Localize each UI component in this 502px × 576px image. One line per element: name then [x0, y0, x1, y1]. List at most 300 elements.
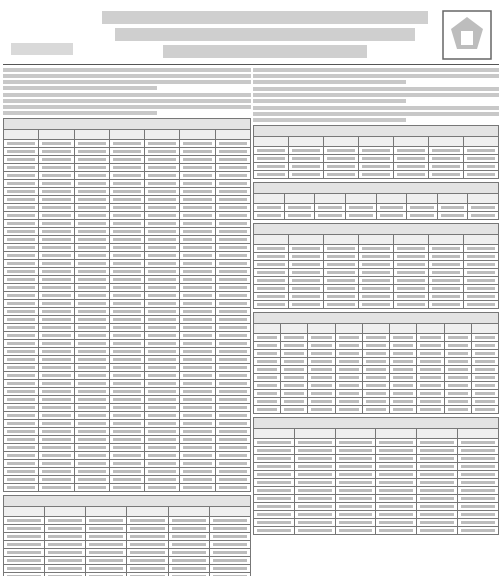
- cell-value: [172, 535, 206, 538]
- table-cell: [39, 460, 74, 468]
- table-cell: [308, 358, 335, 366]
- table-row: [254, 503, 499, 511]
- cell-value: [148, 382, 176, 385]
- cell-value: [284, 408, 304, 411]
- table-cell: [4, 444, 39, 452]
- cell-value: [366, 400, 386, 403]
- cell-value: [219, 206, 247, 209]
- cell-value: [89, 567, 123, 570]
- table-cell: [324, 245, 359, 253]
- table-cell: [394, 147, 429, 155]
- table-cell: [180, 452, 215, 460]
- table-cell: [4, 549, 45, 557]
- cell-value: [311, 368, 331, 371]
- cell-value: [113, 390, 141, 393]
- cell-value: [113, 302, 141, 305]
- table-cell: [254, 358, 281, 366]
- table-header-row: [254, 137, 499, 147]
- table-cell: [180, 436, 215, 444]
- table-cell: [180, 308, 215, 316]
- cell-value: [292, 149, 320, 152]
- table-cell: [109, 276, 144, 284]
- table-cell: [376, 511, 417, 519]
- cell-value: [393, 360, 413, 363]
- cell-value: [448, 360, 468, 363]
- table-cell: [145, 228, 180, 236]
- table-cell: [74, 180, 109, 188]
- cell-value: [432, 255, 460, 258]
- cell-value: [219, 270, 247, 273]
- table-cell: [180, 276, 215, 284]
- cell-value: [172, 519, 206, 522]
- table-cell: [180, 140, 215, 148]
- table-cell: [324, 163, 359, 171]
- table-cell: [86, 549, 127, 557]
- table-cell: [289, 245, 324, 253]
- cell-value: [379, 481, 413, 484]
- cell-value: [432, 287, 460, 290]
- table-cell: [180, 172, 215, 180]
- header: [3, 3, 499, 65]
- cell-value: [257, 303, 285, 306]
- table-cell: [215, 196, 250, 204]
- cell-value: [257, 214, 281, 217]
- cell-value: [219, 230, 247, 233]
- cell-value: [461, 473, 495, 476]
- table-cell: [458, 519, 499, 527]
- table-cell: [417, 390, 444, 398]
- cell-value: [219, 150, 247, 153]
- cell-value: [362, 149, 390, 152]
- cell-value: [148, 270, 176, 273]
- cell-value: [461, 481, 495, 484]
- table-cell: [180, 268, 215, 276]
- table-cell: [39, 220, 74, 228]
- table-cell: [145, 276, 180, 284]
- table-cell: [74, 300, 109, 308]
- text-line: [3, 68, 251, 72]
- table-cell: [145, 236, 180, 244]
- cell-value: [420, 336, 440, 339]
- cell-value: [257, 255, 285, 258]
- table-cell: [4, 164, 39, 172]
- table-cell: [215, 356, 250, 364]
- cell-value: [397, 247, 425, 250]
- table-cell: [180, 348, 215, 356]
- cell-value: [148, 222, 176, 225]
- table-row: [254, 245, 499, 253]
- table-cell: [335, 503, 376, 511]
- table-row: [254, 398, 499, 406]
- cell-value: [7, 206, 35, 209]
- table-cell: [417, 495, 458, 503]
- cell-value: [219, 454, 247, 457]
- cell-value: [42, 414, 70, 417]
- cell-value: [339, 352, 359, 355]
- table-row: [254, 342, 499, 350]
- table-cell: [39, 188, 74, 196]
- cell-value: [148, 438, 176, 441]
- table-cell: [4, 468, 39, 476]
- table-cell: [180, 324, 215, 332]
- table-row: [254, 269, 499, 277]
- cell-value: [113, 270, 141, 273]
- column-header: [458, 429, 499, 439]
- cell-value: [311, 336, 331, 339]
- table-row: [4, 156, 251, 164]
- table-cell: [39, 156, 74, 164]
- table-cell: [359, 285, 394, 293]
- cell-value: [257, 247, 285, 250]
- table-cell: [429, 301, 464, 309]
- cell-value: [292, 247, 320, 250]
- cell-value: [257, 513, 291, 516]
- column-header: [127, 507, 168, 517]
- cell-value: [448, 368, 468, 371]
- table-cell: [39, 228, 74, 236]
- table-cell: [74, 404, 109, 412]
- table-cell: [376, 527, 417, 535]
- cell-value: [257, 149, 285, 152]
- table-cell: [145, 204, 180, 212]
- table-cell: [335, 398, 362, 406]
- table-cell: [390, 374, 417, 382]
- table-row: [4, 412, 251, 420]
- table-cell: [145, 308, 180, 316]
- cell-value: [219, 182, 247, 185]
- cell-value: [113, 318, 141, 321]
- table-cell: [209, 565, 250, 573]
- cell-value: [113, 366, 141, 369]
- cell-value: [78, 390, 106, 393]
- table-cell: [362, 350, 389, 358]
- cell-value: [219, 278, 247, 281]
- table-cell: [109, 220, 144, 228]
- table-cell: [254, 285, 289, 293]
- cell-value: [366, 368, 386, 371]
- table-cell: [109, 468, 144, 476]
- cell-value: [148, 486, 176, 489]
- table-cell: [109, 444, 144, 452]
- cell-value: [42, 462, 70, 465]
- cell-value: [148, 142, 176, 145]
- table-cell: [362, 398, 389, 406]
- cell-value: [42, 166, 70, 169]
- table-cell: [39, 428, 74, 436]
- table-cell: [289, 269, 324, 277]
- cell-value: [113, 454, 141, 457]
- table-cell: [254, 366, 281, 374]
- table-cell: [417, 479, 458, 487]
- cell-value: [7, 414, 35, 417]
- table-row: [4, 476, 251, 484]
- table-row: [254, 253, 499, 261]
- column-header: [254, 324, 281, 334]
- table-cell: [444, 374, 471, 382]
- cell-value: [89, 543, 123, 546]
- cell-value: [257, 441, 291, 444]
- table-row: [4, 428, 251, 436]
- table-row: [254, 350, 499, 358]
- table-cell: [39, 164, 74, 172]
- cell-value: [148, 214, 176, 217]
- cell-value: [113, 254, 141, 257]
- cell-value: [42, 158, 70, 161]
- table-cell: [464, 253, 499, 261]
- table-cell: [39, 180, 74, 188]
- table-cell: [39, 436, 74, 444]
- cell-value: [78, 342, 106, 345]
- cell-value: [213, 535, 247, 538]
- cell-value: [148, 206, 176, 209]
- table-cell: [417, 487, 458, 495]
- table-cell: [145, 332, 180, 340]
- table-cell: [289, 253, 324, 261]
- cell-value: [148, 454, 176, 457]
- table-cell: [39, 212, 74, 220]
- table-cell: [39, 452, 74, 460]
- table-cell: [294, 455, 335, 463]
- cell-value: [42, 278, 70, 281]
- table-cell: [458, 471, 499, 479]
- cell-value: [42, 478, 70, 481]
- table-cell: [215, 476, 250, 484]
- table-cell: [180, 484, 215, 492]
- table-row: [254, 277, 499, 285]
- cell-value: [42, 326, 70, 329]
- cell-value: [219, 246, 247, 249]
- table-row: [4, 212, 251, 220]
- table-cell: [390, 366, 417, 374]
- table-cell: [390, 406, 417, 414]
- table-cell: [180, 316, 215, 324]
- table-row: [254, 366, 499, 374]
- cell-value: [148, 238, 176, 241]
- table-cell: [215, 420, 250, 428]
- column-header: [417, 324, 444, 334]
- table-cell: [145, 388, 180, 396]
- table-cell: [444, 398, 471, 406]
- table-cell: [4, 180, 39, 188]
- table-cell: [215, 156, 250, 164]
- cell-value: [298, 521, 332, 524]
- table-cell: [281, 334, 308, 342]
- table-cell: [4, 220, 39, 228]
- cell-value: [318, 214, 342, 217]
- cell-value: [339, 505, 373, 508]
- table-cell: [335, 406, 362, 414]
- cell-value: [42, 294, 70, 297]
- table-cell: [4, 308, 39, 316]
- cell-value: [349, 214, 373, 217]
- table-cell: [74, 244, 109, 252]
- cell-value: [461, 513, 495, 516]
- cell-value: [219, 318, 247, 321]
- column-header: [464, 137, 499, 147]
- table-cell: [109, 156, 144, 164]
- table-cell: [335, 366, 362, 374]
- text-line: [3, 105, 251, 109]
- table-cell: [180, 364, 215, 372]
- table-cell: [145, 268, 180, 276]
- table-cell: [4, 244, 39, 252]
- table-cell: [109, 236, 144, 244]
- table-cell: [335, 439, 376, 447]
- table-cell: [458, 511, 499, 519]
- cell-value: [219, 430, 247, 433]
- table-cell: [74, 212, 109, 220]
- cell-value: [420, 360, 440, 363]
- cell-value: [113, 158, 141, 161]
- cell-value: [7, 278, 35, 281]
- cell-value: [7, 438, 35, 441]
- table-cell: [458, 439, 499, 447]
- table-cell: [109, 404, 144, 412]
- cell-value: [7, 350, 35, 353]
- cell-value: [7, 190, 35, 193]
- table-cell: [324, 277, 359, 285]
- table-cell: [294, 471, 335, 479]
- cell-value: [113, 238, 141, 241]
- cell-value: [42, 398, 70, 401]
- table-cell: [254, 293, 289, 301]
- cell-value: [7, 166, 35, 169]
- cell-value: [42, 470, 70, 473]
- column-header: [417, 429, 458, 439]
- table-cell: [74, 236, 109, 244]
- cell-value: [183, 182, 211, 185]
- cell-value: [393, 336, 413, 339]
- table-cell: [464, 147, 499, 155]
- cell-value: [148, 342, 176, 345]
- cell-value: [461, 457, 495, 460]
- table-cell: [4, 476, 39, 484]
- table-cell: [335, 390, 362, 398]
- cell-value: [78, 430, 106, 433]
- cell-value: [219, 166, 247, 169]
- cell-value: [78, 302, 106, 305]
- table-title: [253, 417, 499, 428]
- cell-value: [420, 392, 440, 395]
- cell-value: [461, 529, 495, 532]
- title-line: [163, 45, 367, 58]
- table-cell: [145, 140, 180, 148]
- table-cell: [254, 487, 295, 495]
- cell-value: [148, 190, 176, 193]
- cell-value: [379, 513, 413, 516]
- table-row: [4, 348, 251, 356]
- cell-value: [148, 254, 176, 257]
- cell-value: [183, 454, 211, 457]
- table-cell: [109, 228, 144, 236]
- table-cell: [74, 148, 109, 156]
- table-cell: [324, 293, 359, 301]
- table-cell: [437, 212, 468, 220]
- cell-value: [213, 567, 247, 570]
- table-cell: [254, 479, 295, 487]
- table-row: [254, 495, 499, 503]
- cell-value: [327, 271, 355, 274]
- cell-value: [78, 206, 106, 209]
- section-title: [3, 118, 251, 129]
- table-cell: [74, 428, 109, 436]
- table-cell: [209, 517, 250, 525]
- table-cell: [417, 342, 444, 350]
- cell-value: [113, 142, 141, 145]
- table-cell: [294, 495, 335, 503]
- cell-value: [257, 449, 291, 452]
- table-cell: [180, 260, 215, 268]
- table-cell: [4, 436, 39, 444]
- table-cell: [215, 380, 250, 388]
- table-cell: [464, 285, 499, 293]
- column-header: [335, 429, 376, 439]
- table-cell: [145, 300, 180, 308]
- table-cell: [281, 398, 308, 406]
- cell-value: [130, 535, 164, 538]
- table-cell: [458, 463, 499, 471]
- table-cell: [429, 277, 464, 285]
- table-cell: [180, 188, 215, 196]
- table-cell: [294, 447, 335, 455]
- table-row: [4, 332, 251, 340]
- table-cell: [362, 382, 389, 390]
- cell-value: [339, 392, 359, 395]
- table-cell: [145, 316, 180, 324]
- table-cell: [86, 533, 127, 541]
- table-cell: [86, 573, 127, 576]
- column-header: [464, 235, 499, 245]
- cell-value: [339, 441, 373, 444]
- table-header-row: [4, 130, 251, 140]
- table-cell: [180, 332, 215, 340]
- table-cell: [74, 388, 109, 396]
- cell-value: [7, 302, 35, 305]
- table-cell: [74, 356, 109, 364]
- cell-value: [420, 344, 440, 347]
- cell-value: [78, 286, 106, 289]
- table-cell: [4, 188, 39, 196]
- table-grid: [253, 234, 499, 309]
- table-row: [4, 436, 251, 444]
- table-cell: [394, 253, 429, 261]
- cell-value: [327, 303, 355, 306]
- notice-body: [3, 66, 499, 573]
- cell-value: [78, 262, 106, 265]
- cell-value: [7, 246, 35, 249]
- table-cell: [215, 204, 250, 212]
- table-row: [4, 364, 251, 372]
- cell-value: [183, 214, 211, 217]
- table-cell: [308, 406, 335, 414]
- cell-value: [183, 222, 211, 225]
- table-cell: [335, 463, 376, 471]
- cell-value: [113, 190, 141, 193]
- table-cell: [289, 147, 324, 155]
- table-cell: [74, 164, 109, 172]
- cell-value: [148, 286, 176, 289]
- table-cell: [308, 398, 335, 406]
- table-cell: [145, 452, 180, 460]
- tender-table: [253, 417, 499, 535]
- table-row: [4, 164, 251, 172]
- table-title: [253, 312, 499, 323]
- cell-value: [448, 408, 468, 411]
- table-cell: [127, 525, 168, 533]
- cell-value: [366, 360, 386, 363]
- table-cell: [315, 204, 346, 212]
- cell-value: [130, 559, 164, 562]
